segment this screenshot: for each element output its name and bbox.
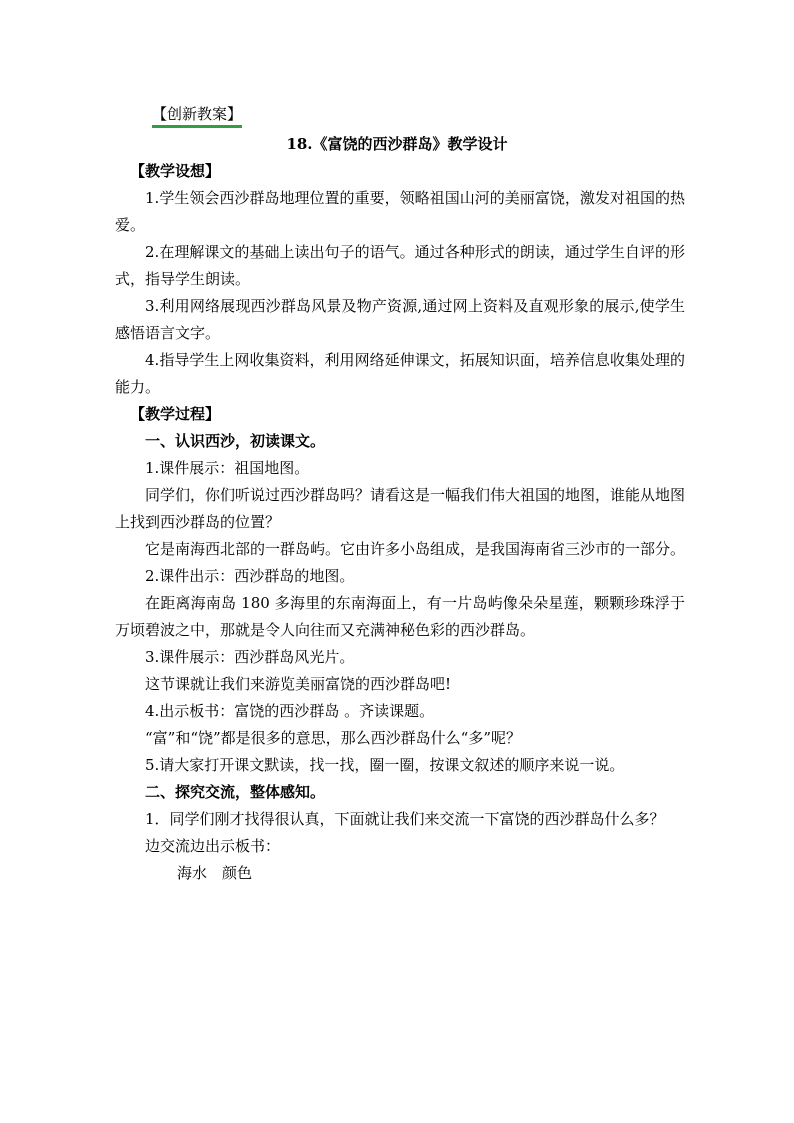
part-heading-1: 一、认识西沙，初读课文。 [145,432,326,450]
paragraph: 4.出示板书：富饶的西沙群岛 。齐读课题。 [145,702,435,720]
section-heading-process: 【教学过程】 [130,405,221,423]
paragraph: 2.课件出示：西沙群岛的地图。 [145,567,355,585]
paragraph: 5.请大家打开课文默读，找一找，圈一圈，按课文叙述的顺序来说一说。 [145,756,625,774]
paragraph: “富”和“饶”都是很多的意思，那么西沙群岛什么“多”呢？ [145,729,522,747]
paragraph: 3.课件展示：西沙群岛风光片。 [145,648,355,666]
blackboard-text: 海水 颜色 [177,864,253,882]
paragraph: 同学们，你们听说过西沙群岛吗？请看这是一幅我们伟大祖国的地图，谁能从地图上找到西沙群岛的位置？ [115,486,686,531]
paragraph: 1.学生领会西沙群岛地理位置的重要，领略祖国山河的美丽富饶，激发对祖国的热爱。 [115,189,685,234]
paragraph: 3.利用网络展现西沙群岛风景及物产资源,通过网上资料及直观形象的展示,使学生感悟语言文字。 [115,297,685,342]
paragraph: 1．同学们刚才找得很认真，下面就让我们来交流一下富饶的西沙群岛什么多？ [145,810,665,828]
document-title: 18.《富饶的西沙群岛》教学设计 [286,135,508,153]
paragraph: 1.课件展示：祖国地图。 [145,459,310,477]
document-body [115,158,685,887]
innovation-tag: 【创新教案】 [152,104,242,128]
section-heading-idea: 【教学设想】 [130,162,221,180]
paragraph: 2.在理解课文的基础上读出句子的语气。通过各种形式的朗读，通过学生自评的形式，指导学生朗读。 [115,243,685,288]
paragraph: 边交流边出示板书： [145,837,281,855]
paragraph: 在距离海南岛 180 多海里的东南海面上，有一片岛屿像朵朵星莲，颗颗珍珠浮于万顷碧波之中，那就是令人向往而又充满神秘色彩的西沙群岛。 [115,594,685,639]
paragraph: 它是南海西北部的一群岛屿。它由许多小岛组成，是我国海南省三沙市的一部分。 [145,540,686,558]
paragraph: 这节课就让我们来游览美丽富饶的西沙群岛吧! [145,675,452,693]
paragraph: 4.指导学生上网收集资料，利用网络延伸课文，拓展知识面，培养信息收集处理的能力。 [115,351,685,396]
part-heading-2: 二、探究交流，整体感知。 [145,783,326,801]
